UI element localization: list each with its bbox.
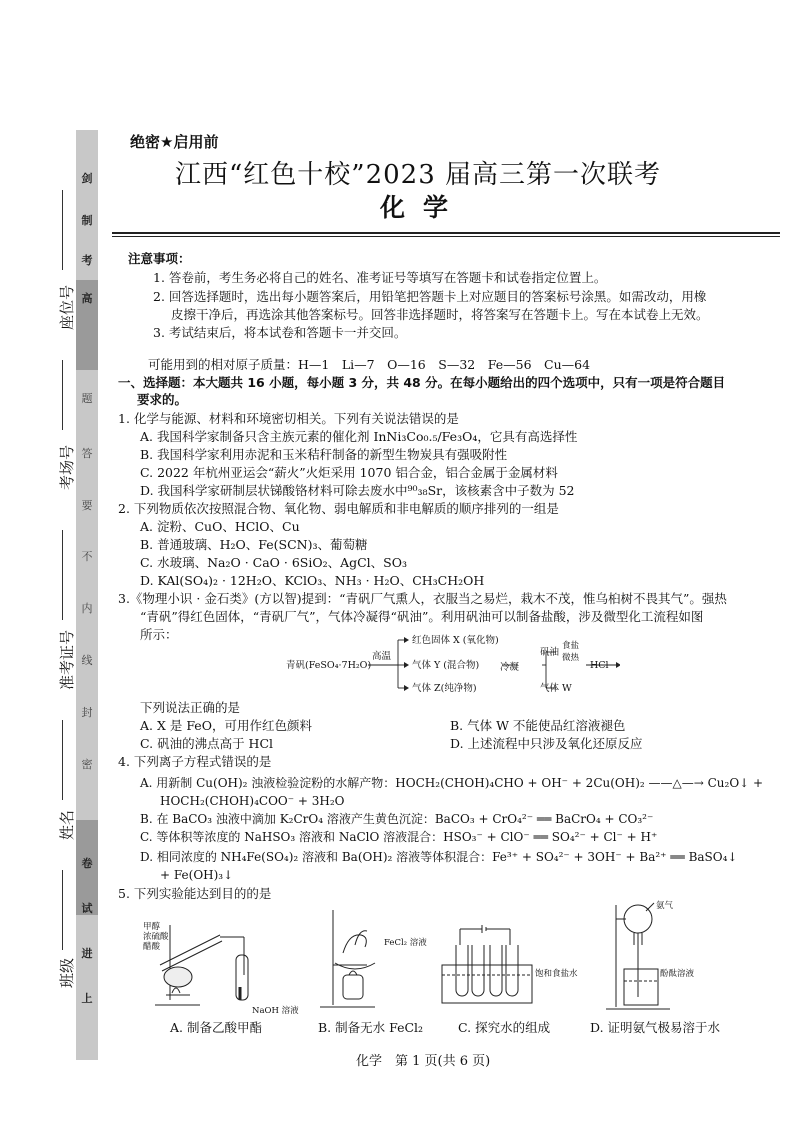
question-4-option-b: B. 在 BaCO₃ 浊液中滴加 K₂CrO₄ 溶液产生黄色沉淀：BaCO₃ + CrO₄²⁻ ══ BaCrO₄ + CO₃²⁻ (140, 812, 654, 826)
question-1-option-a: A. 我国科学家制备只含主族元素的催化剂 InNi₃Co₀.₅/Fe₃O₄，它具有高选择性 (140, 429, 578, 444)
notice-item: 皮擦干净后，再选涂其他答案标号。回答非选择题时，将答案写在答题卡上。写在本试卷上无效。 (171, 307, 709, 322)
exam-title: 江西“红色十校”2023 届高三第一次联考 (175, 160, 662, 190)
question-5-stem: 5. 下列实验能达到目的的是 (118, 886, 272, 901)
figure-a-caption: A. 制备乙酸甲酯 (170, 1020, 262, 1035)
question-3-option-a: A. X 是 FeO，可用作红色颜料 (140, 718, 312, 733)
figure-b-apparatus (305, 905, 415, 1015)
question-2-option-d: D. KAl(SO₄)₂ · 12H₂O、KClO₃、NH₃ · H₂O、CH₃CH₂OH (140, 573, 485, 588)
question-4-option-c: C. 等体积等浓度的 NaHSO₃ 溶液和 NaClO 溶液混合：HSO₃⁻ + ClO⁻ ══ SO₄²⁻ + Cl⁻ + H⁺ (140, 830, 658, 844)
figure-c-label-brine: 饱和食盐水 (535, 969, 578, 979)
notice-heading: 注意事项： (128, 251, 191, 266)
blank-line (62, 870, 63, 950)
strip-char: 上 (81, 992, 93, 1005)
notice-item: 2. 回答选择题时，选出每小题答案后，用铅笔把答题卡上对应题目的答案标号涂黑。如需改动，用橡 (153, 289, 707, 304)
flow-hcl: HCl (590, 660, 609, 671)
flow-gas-w: 气体 W (540, 683, 572, 694)
notice-item: 3. 考试结束后，将本试卷和答题卡一并交回。 (153, 325, 407, 340)
flow-cool: 冷凝 (500, 662, 520, 673)
strip-char: 高 (81, 292, 93, 305)
question-1-option-c: C. 2022 年杭州亚运会“薪火”火炬采用 1070 铝合金，铝合金属于金属材料 (140, 465, 558, 480)
question-3-stem: 3.《物理小识 · 金石类》(方以智)提到：“青矾厂气熏人，衣服当之易烂，栽木不茂，惟乌桕树不畏其气”。强热 (118, 591, 727, 606)
subject-title: 化学 (380, 193, 467, 222)
question-4-option-a-cont: HOCH₂(CHOH)₄COO⁻ + 3H₂O (160, 794, 345, 808)
question-1-option-b: B. 我国科学家利用赤泥和玉米秸秆制备的新型生物炭具有强吸附性 (140, 447, 508, 462)
figure-b-label-solution: FeCl₂ 溶液 (384, 938, 427, 948)
strip-char: 制 (81, 214, 93, 227)
question-3-stem: “青矾”得红色固体，“青矾厂气”，气体冷凝得“矾油”。利用矾油可以制备盐酸，涉及微型化工流程如图 (140, 609, 704, 624)
question-4-option-d: D. 相同浓度的 NH₄Fe(SO₄)₂ 溶液和 Ba(OH)₂ 溶液等体积混合：Fe³⁺ + SO₄²⁻ + 3OH⁻ + Ba²⁺ ══ BaSO₄↓ (140, 850, 738, 864)
strip-char: 要 (81, 499, 93, 512)
strip-char: 封 (81, 706, 93, 719)
strip-char: 答 (81, 447, 93, 460)
page-footer: 化学 第 1 页(共 6 页) (356, 1054, 491, 1069)
figure-a-label-acetic: 醋酸 (143, 942, 161, 952)
figure-a-label-methanol: 甲醇 (143, 922, 161, 932)
flow-heat: 微热 (562, 653, 580, 663)
strip-char: 内 (81, 602, 93, 615)
strip-char: 剑 (81, 172, 93, 185)
figure-a-label-naoh: NaOH 溶液 (252, 1006, 299, 1016)
atomic-masses: 可能用到的相对原子质量：H—1 Li—7 O—16 S—32 Fe—56 Cu—64 (148, 357, 591, 372)
flow-salt: 食盐 (562, 641, 580, 651)
figure-a-label-acid: 浓硫酸 (143, 932, 169, 942)
flow-source: 青矾(FeSO₄·7H₂O) (286, 660, 372, 671)
question-3-option-d: D. 上述流程中只涉及氧化还原反应 (450, 736, 643, 751)
figure-d-label-phenolphthalein: 酚酞溶液 (660, 969, 695, 979)
question-4-option-d-cont: + Fe(OH)₃↓ (160, 868, 234, 882)
flow-gas-y: 气体 Y (混合物) (412, 660, 480, 671)
side-label-class: 班级 (58, 957, 76, 988)
strip-char: 试 (81, 902, 93, 915)
question-4-stem: 4. 下列离子方程式错误的是 (118, 754, 272, 769)
strip-char: 卷 (81, 857, 93, 870)
side-label-name: 姓名 (58, 809, 76, 840)
flow-oil: 矾油 (540, 647, 560, 658)
flow-solid-x: 红色固体 X (氧化物) (412, 635, 499, 646)
strip-char: 线 (81, 654, 93, 667)
figure-d-label-ammonia: 氨气 (656, 901, 674, 911)
figure-d-caption: D. 证明氨气极易溶于水 (590, 1020, 721, 1035)
figure-c-apparatus (440, 915, 560, 1015)
figure-a-apparatus (140, 905, 275, 1015)
blank-line (62, 360, 63, 430)
flow-condition: 高温 (372, 651, 392, 662)
question-3-ask: 下列说法正确的是 (140, 700, 241, 715)
side-label-seat: 座位号 (58, 284, 76, 330)
strip-char: 密 (81, 758, 93, 771)
section-heading: 一、选择题：本大题共 16 小题，每小题 3 分，共 48 分。在每小题给出的四个选项中，只有一项是符合题目 (118, 375, 726, 390)
question-2-option-a: A. 淀粉、CuO、HClO、Cu (140, 519, 300, 534)
question-3-option-c: C. 矾油的沸点高于 HCl (140, 736, 274, 751)
question-1-option-d: D. 我国科学家研制层状锑酸铬材料可除去废水中⁹⁰₃₈Sr，该核素含中子数为 52 (140, 483, 575, 498)
header-rule (112, 236, 780, 237)
question-2-stem: 2. 下列物质依次按照混合物、氧化物、弱电解质和非电解质的顺序排列的一组是 (118, 501, 559, 516)
blank-line (62, 530, 63, 620)
flow-gas-z: 气体 Z(纯净物) (412, 683, 477, 694)
question-1-stem: 1. 化学与能源、材料和环境密切相关。下列有关说法错误的是 (118, 411, 459, 426)
side-label-room: 考场号 (58, 444, 76, 490)
notice-item: 1. 答卷前，考生务必将自己的姓名、准考证号等填写在答题卡和试卷指定位置上。 (153, 270, 607, 285)
strip-char: 考 (81, 254, 93, 267)
header-rule (112, 232, 780, 234)
figure-b-caption: B. 制备无水 FeCl₂ (318, 1020, 424, 1035)
strip-char: 不 (81, 550, 93, 563)
blank-line (62, 720, 63, 800)
strip-char: 题 (81, 392, 93, 405)
question-2-option-b: B. 普通玻璃、H₂O、Fe(SCN)₃、葡萄糖 (140, 537, 368, 552)
section-heading-cont: 要求的。 (137, 392, 188, 407)
question-4-option-a: A. 用新制 Cu(OH)₂ 浊液检验淀粉的水解产物：HOCH₂(CHOH)₄CHO + OH⁻ + 2Cu(OH)₂ ——△—→ Cu₂O↓ + (140, 776, 764, 790)
binding-strip (76, 130, 98, 1060)
blank-line (62, 190, 63, 270)
secret-label: 绝密★启用前 (130, 133, 219, 151)
strip-char: 进 (81, 947, 93, 960)
question-2-option-c: C. 水玻璃、Na₂O · CaO · 6SiO₂、AgCl、SO₃ (140, 555, 408, 570)
question-3-stem: 所示： (140, 627, 178, 642)
question-3-option-b: B. 气体 W 不能使品红溶液褪色 (450, 718, 626, 733)
side-label-ticket: 准考证号 (58, 629, 76, 690)
figure-c-caption: C. 探究水的组成 (458, 1020, 551, 1035)
